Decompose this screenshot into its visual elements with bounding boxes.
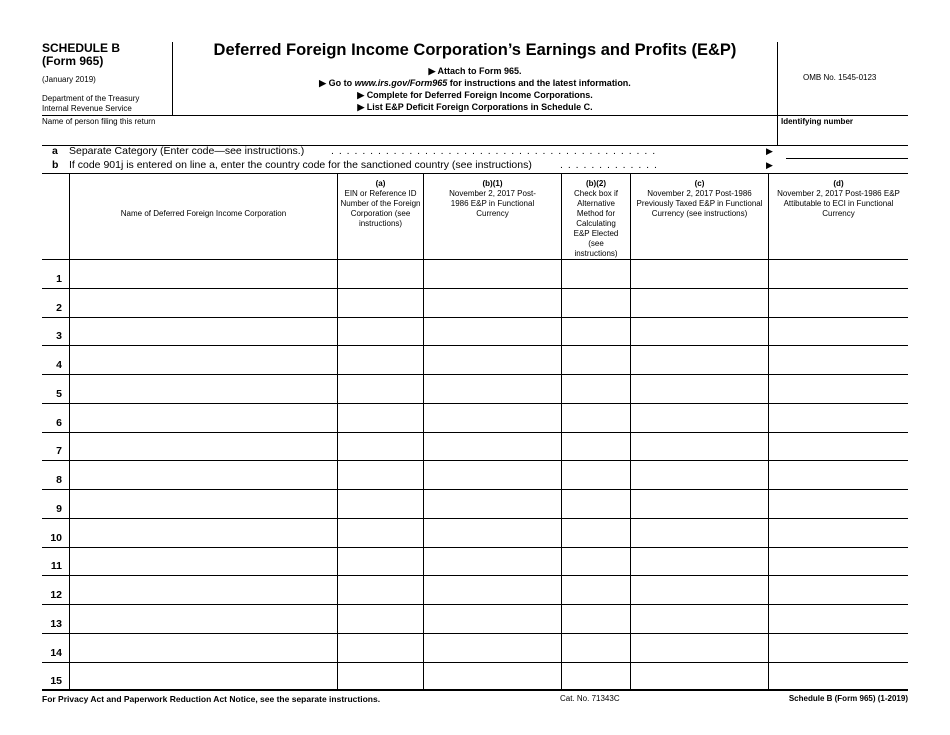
row-number: 2 bbox=[56, 302, 62, 314]
irs-link[interactable]: www.irs.gov/Form965 bbox=[354, 78, 448, 88]
col-header-b2-text: Check box if Alternative Method for Calculating E&P Elected (see instructions) bbox=[573, 189, 619, 258]
row-number: 11 bbox=[50, 560, 62, 572]
line-a-arrow: ▶ bbox=[766, 146, 773, 156]
row-post1986-ep-input[interactable] bbox=[424, 578, 559, 601]
row-post1986-ep-input[interactable] bbox=[424, 636, 559, 659]
row-eci-ep-input[interactable] bbox=[769, 348, 906, 371]
row-previously-taxed-ep-input[interactable] bbox=[631, 607, 766, 630]
row-name-input[interactable] bbox=[70, 291, 335, 314]
agency-label: Internal Revenue Service bbox=[42, 104, 132, 113]
row-previously-taxed-ep-input[interactable] bbox=[631, 521, 766, 544]
row-ein-input[interactable] bbox=[338, 607, 421, 630]
header-bottom-rule bbox=[42, 115, 908, 116]
header-divider-right bbox=[777, 42, 778, 146]
row-eci-ep-input[interactable] bbox=[769, 492, 906, 515]
row-rule bbox=[42, 575, 908, 576]
row-ein-input[interactable] bbox=[338, 492, 421, 515]
row-rule bbox=[42, 317, 908, 318]
line-b-arrow: ▶ bbox=[766, 160, 773, 170]
form-title: Deferred Foreign Income Corporation’s Earnings and Profits (E&P) bbox=[213, 41, 737, 59]
row-rule bbox=[42, 662, 908, 663]
row-eci-ep-input[interactable] bbox=[769, 435, 906, 458]
row-post1986-ep-input[interactable] bbox=[424, 262, 559, 285]
row-eci-ep-input[interactable] bbox=[769, 262, 906, 285]
filer-name-input[interactable] bbox=[42, 128, 772, 144]
row-eci-ep-input[interactable] bbox=[769, 578, 906, 601]
row-post1986-ep-input[interactable] bbox=[424, 521, 559, 544]
line-b-label: If code 901j is entered on line a, enter the country code for the sanctioned country (see instructions) bbox=[69, 159, 532, 171]
department-label: Department of the Treasury bbox=[42, 94, 140, 103]
row-rule bbox=[42, 403, 908, 404]
line-a-label: Separate Category (Enter code—see instructions.) bbox=[69, 145, 305, 157]
row-eci-ep-input[interactable] bbox=[769, 406, 906, 429]
row-name-input[interactable] bbox=[70, 348, 335, 371]
row-name-input[interactable] bbox=[70, 377, 335, 400]
col-header-b2 bbox=[562, 179, 630, 259]
row-previously-taxed-ep-input[interactable] bbox=[631, 550, 766, 573]
col-header-d-key: (d) bbox=[833, 179, 844, 188]
row-rule bbox=[42, 604, 908, 605]
row-name-input[interactable] bbox=[70, 550, 335, 573]
row-eci-ep-input[interactable] bbox=[769, 665, 906, 688]
row-number: 9 bbox=[56, 503, 62, 515]
row-number: 15 bbox=[50, 675, 62, 687]
row-previously-taxed-ep-input[interactable] bbox=[631, 463, 766, 486]
row-post1986-ep-input[interactable] bbox=[424, 320, 559, 343]
row-ein-input[interactable] bbox=[338, 348, 421, 371]
row-ein-input[interactable] bbox=[338, 262, 421, 285]
row-eci-ep-input[interactable] bbox=[769, 320, 906, 343]
row-post1986-ep-input[interactable] bbox=[424, 291, 559, 314]
row-name-input[interactable] bbox=[70, 262, 335, 285]
identifying-number-label: Identifying number bbox=[781, 117, 853, 126]
row-rule bbox=[42, 460, 908, 461]
row-ein-input[interactable] bbox=[338, 406, 421, 429]
row-post1986-ep-input[interactable] bbox=[424, 607, 559, 630]
table-bottom-rule bbox=[42, 689, 908, 691]
row-number: 6 bbox=[56, 417, 62, 429]
col-header-b1-text: November 2, 2017 Post-1986 E&P in Functional Currency bbox=[449, 189, 536, 218]
line-b-dots: . . . . . . . . . . . . . bbox=[560, 159, 658, 171]
col-header-a bbox=[338, 179, 423, 229]
col-header-b2-key: (b)(2) bbox=[586, 179, 606, 188]
row-eci-ep-input[interactable] bbox=[769, 521, 906, 544]
row-eci-ep-input[interactable] bbox=[769, 550, 906, 573]
col-header-c-text: November 2, 2017 Post-1986 Previously Taxed E&P in Functional Currency (see instructions) bbox=[636, 189, 763, 218]
row-number: 3 bbox=[56, 330, 62, 342]
form-label: (Form 965) bbox=[42, 54, 104, 68]
row-post1986-ep-input[interactable] bbox=[424, 406, 559, 429]
row-post1986-ep-input[interactable] bbox=[424, 492, 559, 515]
omb-number: OMB No. 1545-0123 bbox=[803, 73, 877, 82]
row-name-input[interactable] bbox=[70, 463, 335, 486]
revision-date: (January 2019) bbox=[42, 75, 96, 84]
row-previously-taxed-ep-input[interactable] bbox=[631, 636, 766, 659]
instruction-deficit: ▶ List E&P Deficit Foreign Corporations in Schedule C. bbox=[357, 102, 593, 112]
row-eci-ep-input[interactable] bbox=[769, 463, 906, 486]
row-post1986-ep-input[interactable] bbox=[424, 463, 559, 486]
row-post1986-ep-input[interactable] bbox=[424, 435, 559, 458]
separate-category-input[interactable] bbox=[786, 146, 906, 158]
row-post1986-ep-input[interactable] bbox=[424, 348, 559, 371]
row-rule bbox=[42, 518, 908, 519]
instruction-attach: ▶ Attach to Form 965. bbox=[428, 66, 522, 76]
row-previously-taxed-ep-input[interactable] bbox=[631, 406, 766, 429]
filer-name-label: Name of person filing this return bbox=[42, 117, 156, 126]
col-header-b1-key: (b)(1) bbox=[482, 179, 503, 188]
row-number: 13 bbox=[50, 618, 62, 630]
row-name-input[interactable] bbox=[70, 665, 335, 688]
row-rule bbox=[42, 288, 908, 289]
row-number: 14 bbox=[50, 647, 62, 659]
privacy-notice: For Privacy Act and Paperwork Reduction Act Notice, see the separate instructions. bbox=[42, 694, 381, 704]
row-name-input[interactable] bbox=[70, 636, 335, 659]
row-ein-input[interactable] bbox=[338, 521, 421, 544]
row-name-input[interactable] bbox=[70, 320, 335, 343]
col-header-b1 bbox=[424, 179, 561, 219]
row-name-input[interactable] bbox=[70, 492, 335, 515]
row-ein-input[interactable] bbox=[338, 550, 421, 573]
row-number: 7 bbox=[56, 445, 62, 457]
row-ein-input[interactable] bbox=[338, 291, 421, 314]
row-name-input[interactable] bbox=[70, 607, 335, 630]
row-previously-taxed-ep-input[interactable] bbox=[631, 665, 766, 688]
instruction-complete: ▶ Complete for Deferred Foreign Income Corporations. bbox=[357, 90, 593, 100]
row-previously-taxed-ep-input[interactable] bbox=[631, 578, 766, 601]
row-ein-input[interactable] bbox=[338, 636, 421, 659]
row-number: 8 bbox=[56, 474, 62, 486]
line-a-dots: . . . . . . . . . . . . . . . . . . . . . . . . . . . . . . . . . . . . . . . . . . bbox=[331, 145, 657, 157]
row-ein-input[interactable] bbox=[338, 320, 421, 343]
row-number: 10 bbox=[50, 532, 62, 544]
row-post1986-ep-input[interactable] bbox=[424, 377, 559, 400]
row-name-input[interactable] bbox=[70, 406, 335, 429]
row-eci-ep-input[interactable] bbox=[769, 377, 906, 400]
line-b-letter: b bbox=[52, 159, 59, 171]
catalog-number: Cat. No. 71343C bbox=[560, 694, 620, 703]
row-rule bbox=[42, 374, 908, 375]
row-ein-input[interactable] bbox=[338, 578, 421, 601]
row-number: 1 bbox=[56, 273, 62, 285]
col-header-a-text: EIN or Reference ID Number of the Foreign Corporation (see instructions) bbox=[340, 189, 421, 228]
row-rule bbox=[42, 432, 908, 433]
row-ein-input[interactable] bbox=[338, 377, 421, 400]
row-post1986-ep-input[interactable] bbox=[424, 550, 559, 573]
row-eci-ep-input[interactable] bbox=[769, 607, 906, 630]
row-name-input[interactable] bbox=[70, 521, 335, 544]
line-a-letter: a bbox=[52, 145, 58, 157]
row-previously-taxed-ep-input[interactable] bbox=[631, 492, 766, 515]
row-number: 12 bbox=[50, 589, 62, 601]
schedule-title bbox=[42, 42, 120, 68]
row-name-input[interactable] bbox=[70, 578, 335, 601]
line-a-input-rule bbox=[786, 158, 908, 159]
row-previously-taxed-ep-input[interactable] bbox=[631, 348, 766, 371]
col-header-c-key: (c) bbox=[694, 179, 705, 188]
col-header-d bbox=[769, 179, 908, 219]
row-ein-input[interactable] bbox=[338, 435, 421, 458]
col-header-name: Name of Deferred Foreign Income Corporation bbox=[120, 209, 287, 218]
row-ein-input[interactable] bbox=[338, 665, 421, 688]
row-post1986-ep-input[interactable] bbox=[424, 665, 559, 688]
row-rule bbox=[42, 345, 908, 346]
row-previously-taxed-ep-input[interactable] bbox=[631, 291, 766, 314]
col-header-c bbox=[631, 179, 768, 219]
header-divider-left bbox=[172, 42, 173, 115]
instruction-website-post: for instructions and the latest information. bbox=[447, 78, 631, 88]
schedule-label: SCHEDULE B bbox=[42, 41, 121, 55]
row-rule bbox=[42, 489, 908, 490]
instruction-website bbox=[175, 78, 775, 89]
row-ein-input[interactable] bbox=[338, 463, 421, 486]
row-previously-taxed-ep-input[interactable] bbox=[631, 435, 766, 458]
country-code-input[interactable] bbox=[786, 160, 906, 172]
row-number: 4 bbox=[56, 359, 62, 371]
row-rule bbox=[42, 633, 908, 634]
row-eci-ep-input[interactable] bbox=[769, 636, 906, 659]
table-header-bottom-rule bbox=[42, 259, 908, 260]
row-name-input[interactable] bbox=[70, 435, 335, 458]
row-previously-taxed-ep-input[interactable] bbox=[631, 377, 766, 400]
row-previously-taxed-ep-input[interactable] bbox=[631, 262, 766, 285]
row-number: 5 bbox=[56, 388, 62, 400]
table-top-rule bbox=[42, 173, 908, 174]
row-previously-taxed-ep-input[interactable] bbox=[631, 320, 766, 343]
row-eci-ep-input[interactable] bbox=[769, 291, 906, 314]
row-rule bbox=[42, 547, 908, 548]
col-header-d-text: November 2, 2017 Post-1986 E&P Attibutable to ECI in Functional Currency bbox=[777, 189, 900, 218]
col-header-a-key: (a) bbox=[375, 179, 386, 188]
identifying-number-input[interactable] bbox=[781, 128, 906, 144]
instruction-website-pre: ▶ Go to bbox=[319, 78, 355, 88]
form-reference: Schedule B (Form 965) (1-2019) bbox=[788, 694, 908, 703]
